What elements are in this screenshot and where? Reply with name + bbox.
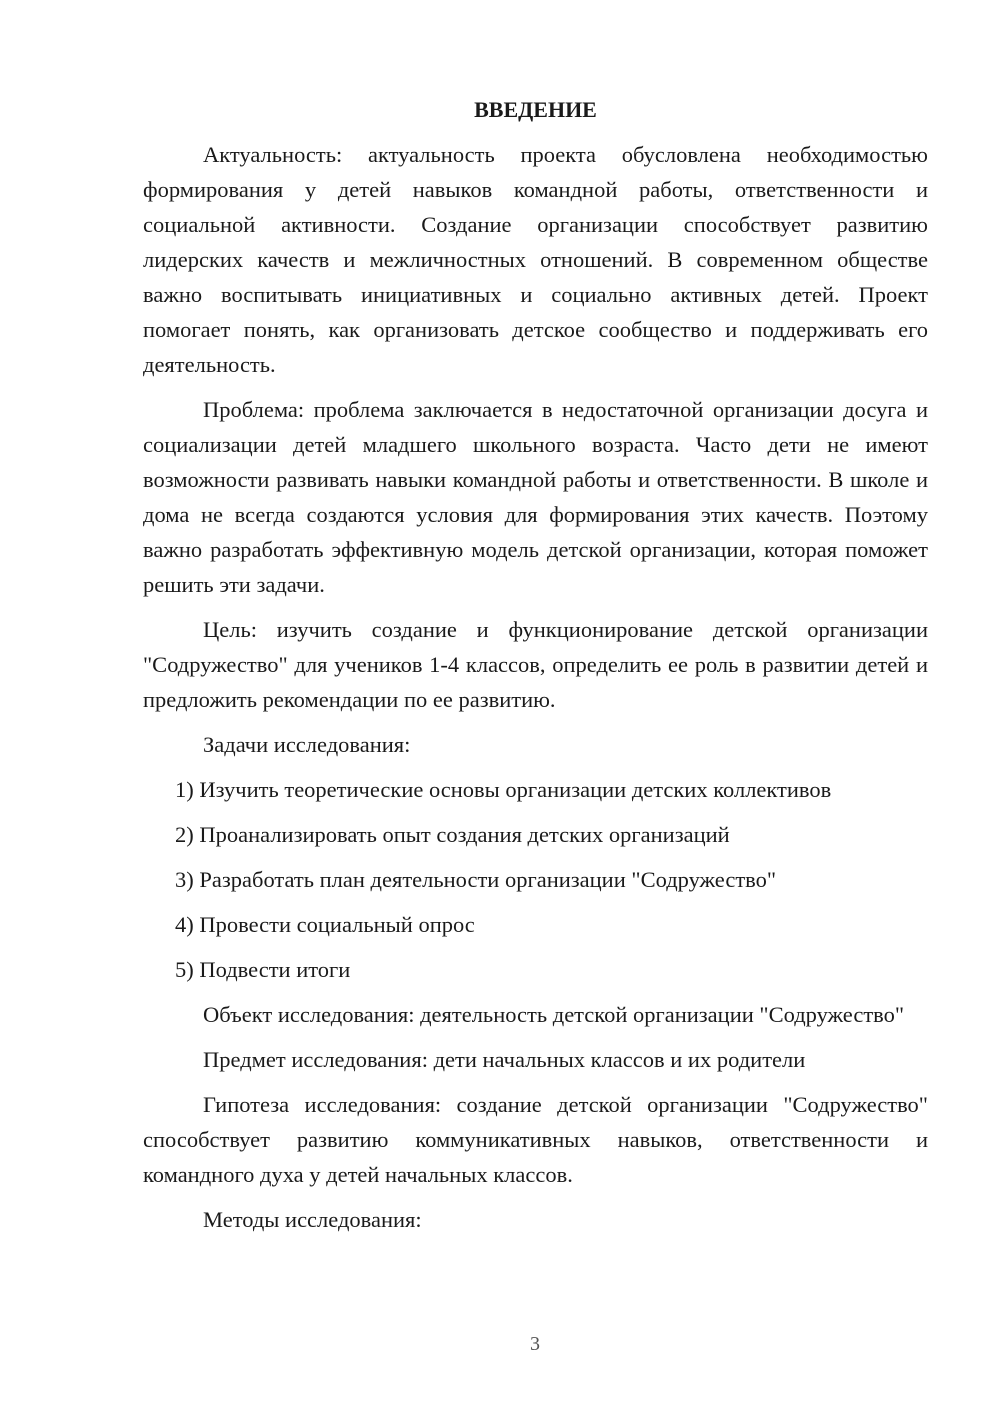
list-item: 4) Провести социальный опрос	[175, 912, 475, 937]
relevance-paragraph: Актуальность: актуальность проекта обусловлена необходимостью формирования у детей навыков командной работы, ответственности и социальной активности. Создание организации способствует развитию лидерских качеств и межличностных отношений. В современном обществе важно воспитывать инициативных и социально активных детей. Проект помогает понять, как организовать детское сообщество и поддерживать его деятельность.	[143, 142, 928, 377]
list-item: 2) Проанализировать опыт создания детских организаций	[175, 822, 730, 847]
problem-paragraph: Проблема: проблема заключается в недостаточной организации досуга и социализации детей младшего школьного возраста. Часто дети не имеют возможности развивать навыки командной работы и ответственности. В школе и дома не всегда создаются условия для формирования этих качеств. Поэтому важно разработать эффективную модель детской организации, которая поможет решить эти задачи.	[143, 397, 928, 597]
section-heading: ВВЕДЕНИЕ	[474, 97, 597, 122]
tasks-list	[143, 772, 928, 987]
hypothesis-paragraph: Гипотеза исследования: создание детской организации "Содружество" способствует развитию коммуникативных навыков, ответственности и командного духа у детей начальных классов.	[143, 1092, 928, 1187]
document-page	[143, 92, 928, 1247]
list-item: 3) Разработать план деятельности организации "Содружество"	[175, 867, 777, 892]
goal-paragraph: Цель: изучить создание и функционирование детской организации "Содружество" для учеников 1-4 классов, определить ее роль в развитии детей и предложить рекомендации по ее развитию.	[143, 617, 928, 712]
page-number: 3	[530, 1333, 540, 1355]
methods-title: Методы исследования:	[203, 1207, 422, 1232]
object-paragraph: Объект исследования: деятельность детской организации "Содружество"	[203, 1002, 905, 1027]
subject-paragraph: Предмет исследования: дети начальных классов и их родители	[203, 1047, 806, 1072]
list-item: 5) Подвести итоги	[175, 957, 351, 982]
list-item: 1) Изучить теоретические основы организации детских коллективов	[175, 777, 832, 802]
tasks-title: Задачи исследования:	[203, 732, 411, 757]
